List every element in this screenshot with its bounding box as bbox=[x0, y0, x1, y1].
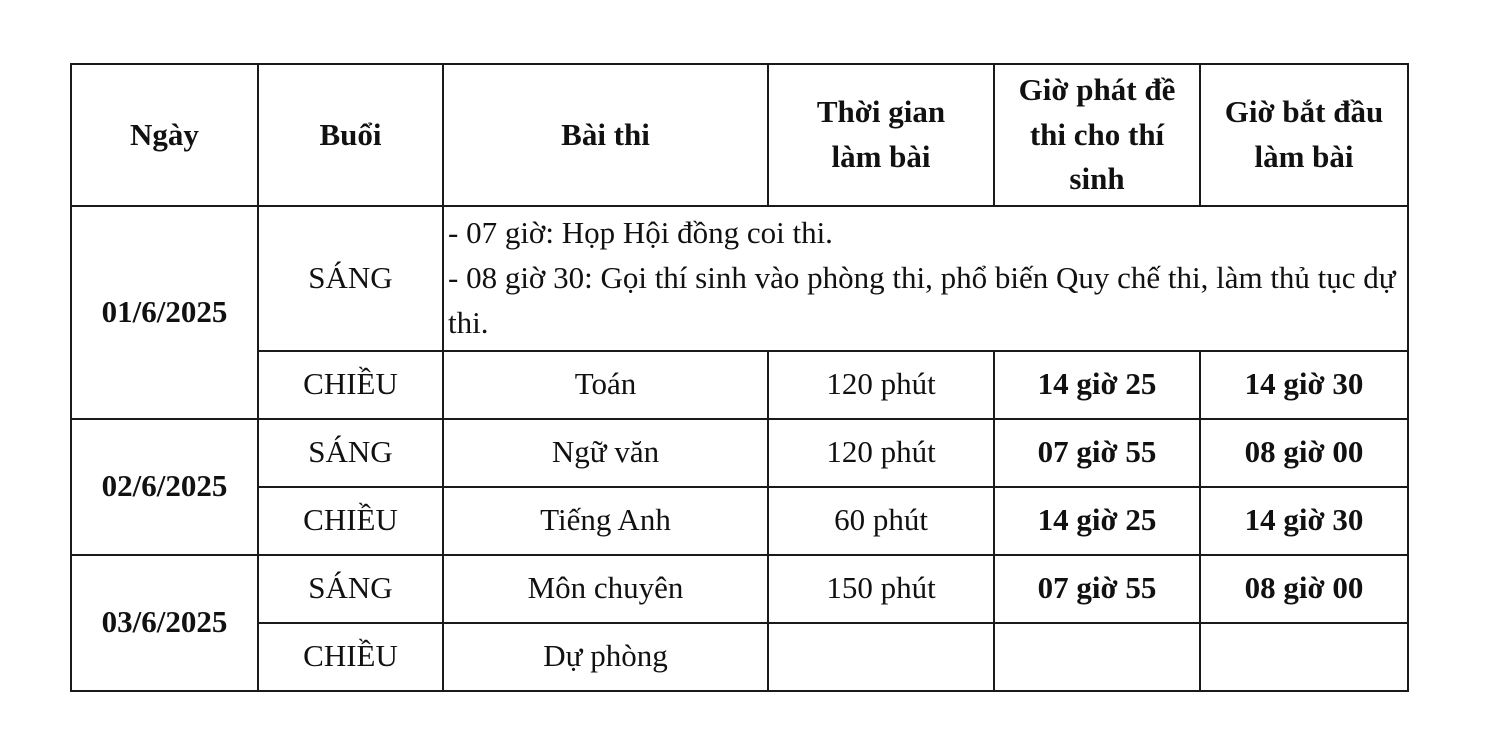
paper-time-cell: 07 giờ 55 bbox=[994, 555, 1200, 623]
exam-cell: Dự phòng bbox=[443, 623, 768, 691]
header-duration: Thời gian làm bài bbox=[768, 64, 994, 206]
start-time-cell bbox=[1200, 623, 1408, 691]
notes-cell bbox=[443, 206, 1408, 351]
session-cell: CHIỀU bbox=[258, 351, 443, 419]
note-line: - 07 giờ: Họp Hội đồng coi thi. bbox=[448, 215, 833, 250]
paper-time-cell: 07 giờ 55 bbox=[994, 419, 1200, 487]
session-cell: CHIỀU bbox=[258, 487, 443, 555]
table-row bbox=[71, 487, 1408, 555]
paper-time-cell: 14 giờ 25 bbox=[994, 351, 1200, 419]
duration-cell: 120 phút bbox=[768, 351, 994, 419]
date-cell: 03/6/2025 bbox=[71, 555, 258, 691]
session-cell: CHIỀU bbox=[258, 623, 443, 691]
table-row bbox=[71, 419, 1408, 487]
start-time-cell: 14 giờ 30 bbox=[1200, 487, 1408, 555]
exam-cell: Tiếng Anh bbox=[443, 487, 768, 555]
header-row bbox=[71, 64, 1408, 206]
table-row bbox=[71, 351, 1408, 419]
exam-cell: Toán bbox=[443, 351, 768, 419]
start-time-cell: 14 giờ 30 bbox=[1200, 351, 1408, 419]
exam-cell: Môn chuyên bbox=[443, 555, 768, 623]
header-paper-time: Giờ phát đề thi cho thí sinh bbox=[994, 64, 1200, 206]
header-exam: Bài thi bbox=[443, 64, 768, 206]
duration-cell bbox=[768, 623, 994, 691]
date-cell: 01/6/2025 bbox=[71, 206, 258, 419]
duration-cell: 120 phút bbox=[768, 419, 994, 487]
session-cell: SÁNG bbox=[258, 555, 443, 623]
session-cell: SÁNG bbox=[258, 206, 443, 351]
table-row bbox=[71, 206, 1408, 351]
paper-time-cell bbox=[994, 623, 1200, 691]
paper-time-cell: 14 giờ 25 bbox=[994, 487, 1200, 555]
header-session: Buổi bbox=[258, 64, 443, 206]
exam-cell: Ngữ văn bbox=[443, 419, 768, 487]
header-date: Ngày bbox=[71, 64, 258, 206]
table-row bbox=[71, 555, 1408, 623]
start-time-cell: 08 giờ 00 bbox=[1200, 555, 1408, 623]
table-row bbox=[71, 623, 1408, 691]
start-time-cell: 08 giờ 00 bbox=[1200, 419, 1408, 487]
note-line: - 08 giờ 30: Gọi thí sinh vào phòng thi, phổ biến Quy chế thi, làm thủ tục dự thi. bbox=[448, 259, 1396, 340]
duration-cell: 60 phút bbox=[768, 487, 994, 555]
duration-cell: 150 phút bbox=[768, 555, 994, 623]
header-start-time: Giờ bắt đầu làm bài bbox=[1200, 64, 1408, 206]
session-cell: SÁNG bbox=[258, 419, 443, 487]
exam-schedule-table bbox=[70, 63, 1409, 692]
date-cell: 02/6/2025 bbox=[71, 419, 258, 555]
